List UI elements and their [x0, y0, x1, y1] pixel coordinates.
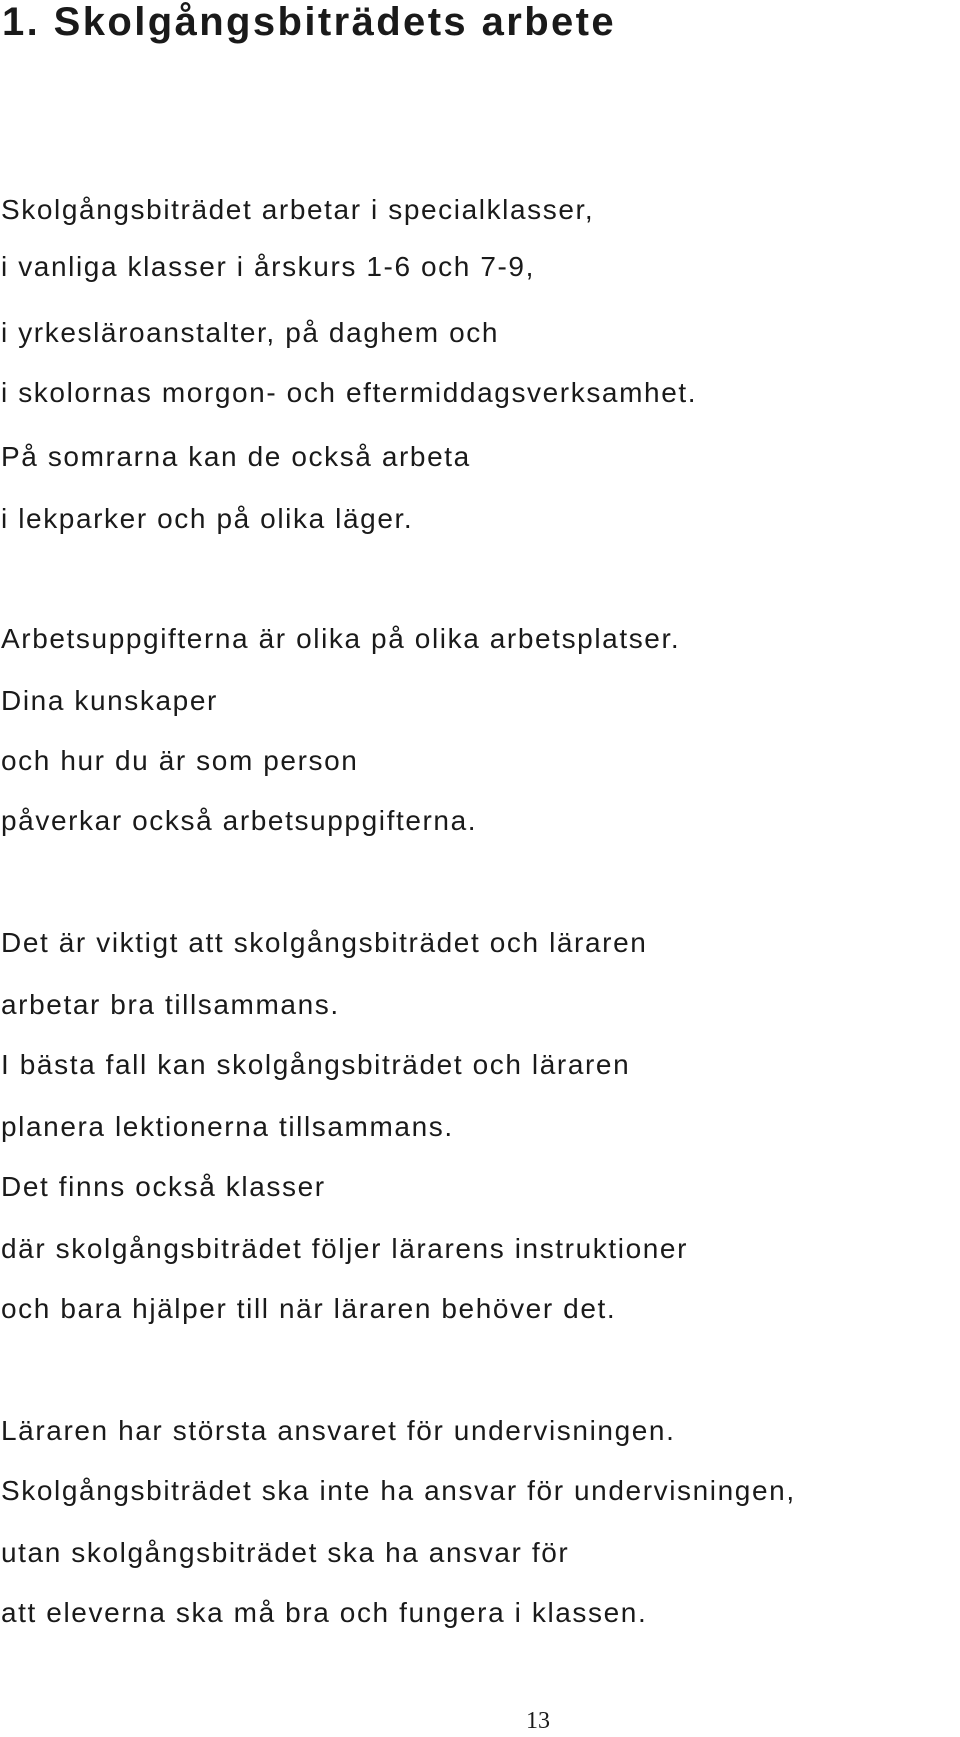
body-line: planera lektionerna tillsammans. [1, 1111, 454, 1142]
body-line: i yrkesläroanstalter, på daghem och [1, 317, 500, 348]
body-line: Läraren har största ansvaret för undervisningen. [1, 1415, 676, 1446]
body-line: i vanliga klasser i årskurs 1-6 och 7-9, [1, 251, 535, 282]
body-line: Skolgångsbiträdet arbetar i specialklasser, [1, 194, 595, 225]
body-line: utan skolgångsbiträdet ska ha ansvar för [1, 1537, 570, 1568]
body-line: Skolgångsbiträdet ska inte ha ansvar för undervisningen, [1, 1475, 796, 1506]
body-line: i skolornas morgon- och eftermiddagsverksamhet. [1, 377, 698, 408]
body-line: påverkar också arbetsuppgifterna. [1, 805, 478, 836]
body-line: Arbetsuppgifterna är olika på olika arbetsplatser. [1, 623, 681, 654]
body-line: Det finns också klasser [1, 1171, 326, 1202]
body-line: och bara hjälper till när läraren behöver det. [1, 1293, 617, 1324]
body-line: och hur du är som person [1, 745, 359, 776]
body-line: arbetar bra tillsammans. [1, 989, 340, 1020]
body-line: i lekparker och på olika läger. [1, 503, 414, 534]
body-line: Dina kunskaper [1, 685, 218, 716]
body-line: På somrarna kan de också arbeta [1, 441, 471, 472]
section-heading: 1. Skolgångsbiträdets arbete [2, 0, 617, 44]
body-line: där skolgångsbiträdet följer lärarens instruktioner [1, 1233, 689, 1264]
body-line: I bästa fall kan skolgångsbiträdet och läraren [1, 1049, 631, 1080]
body-line: Det är viktigt att skolgångsbiträdet och läraren [1, 927, 648, 958]
page-number: 13 [526, 1708, 550, 1734]
body-line: att eleverna ska må bra och fungera i klassen. [1, 1597, 648, 1628]
